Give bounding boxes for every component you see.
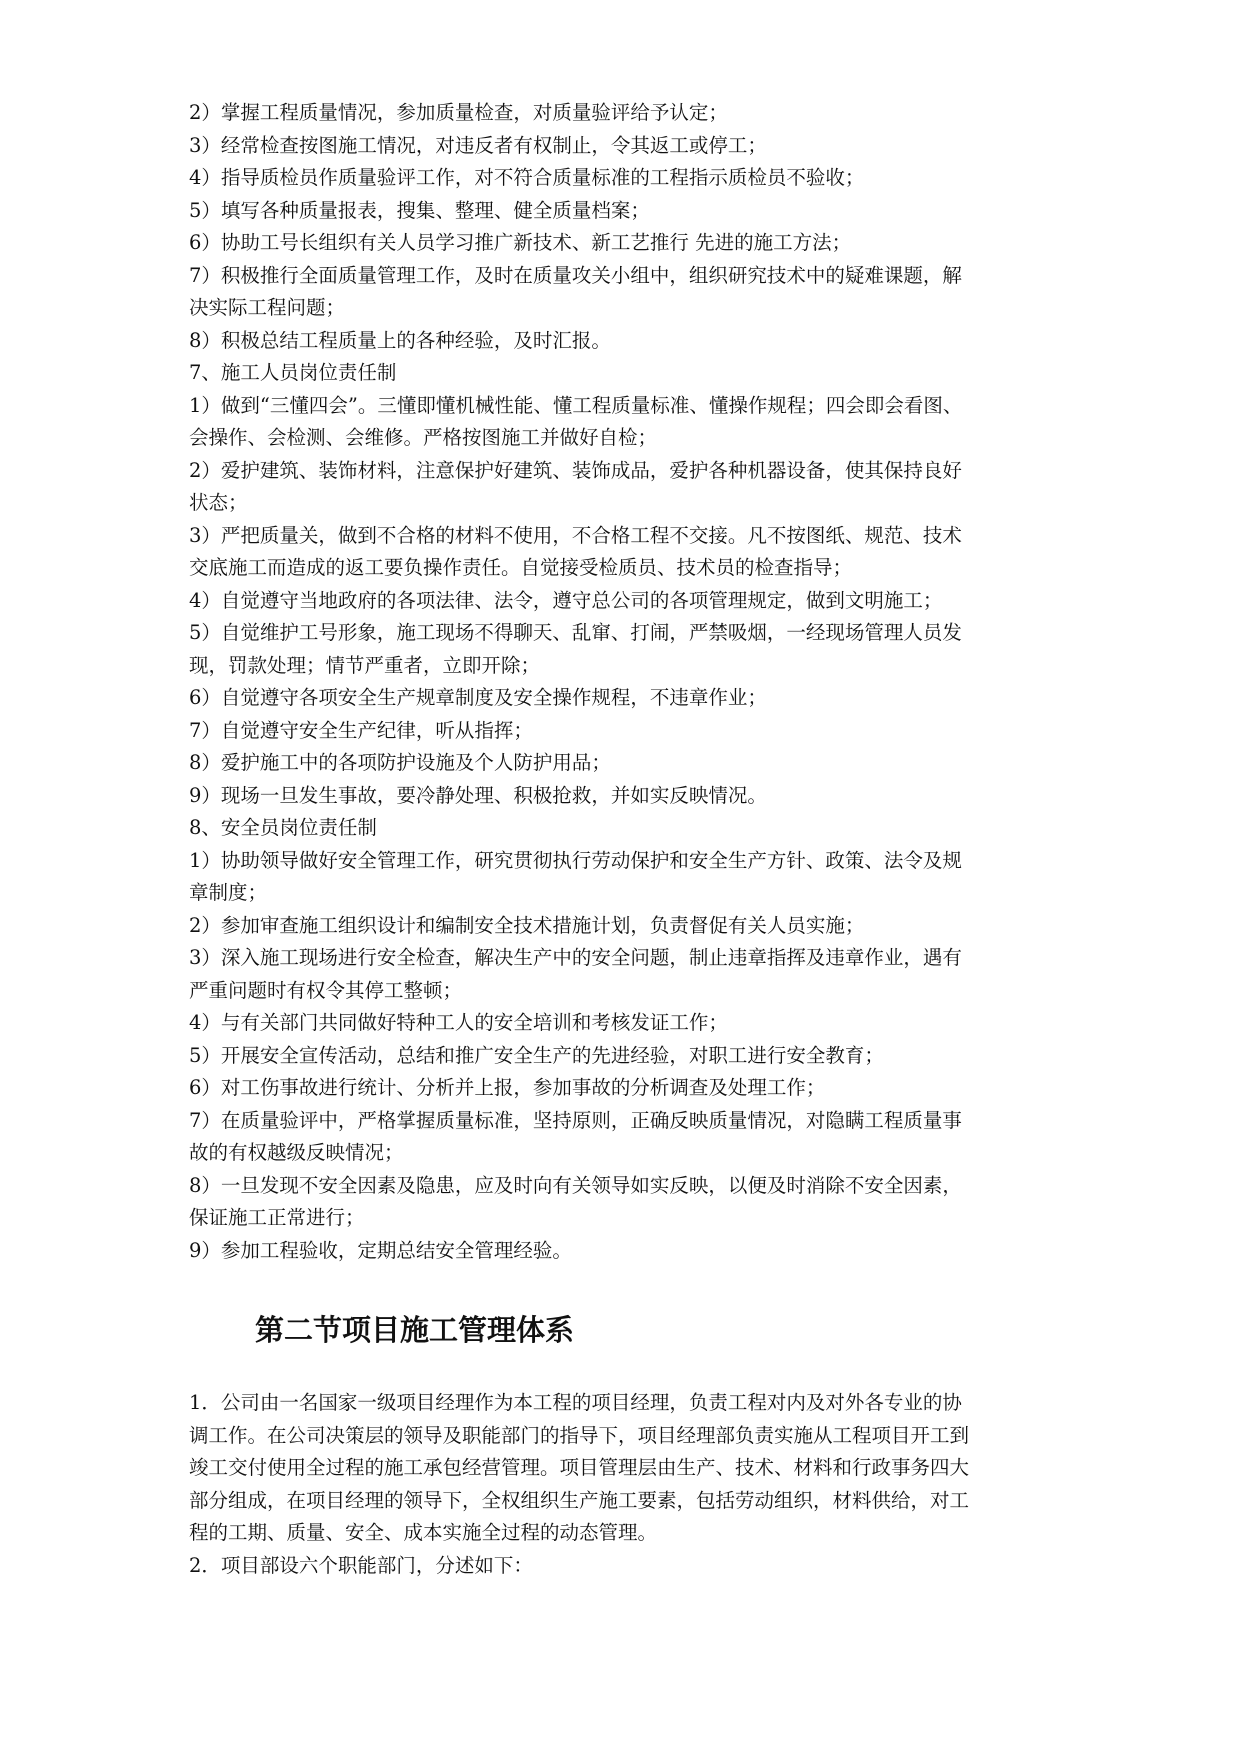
text-line: 严重问题时有权令其停工整顿；: [189, 978, 463, 1002]
text-line: 6）对工伤事故进行统计、分析并上报，参加事故的分析调查及处理工作；: [189, 1076, 826, 1099]
text-line: 9）现场一旦发生事故，要冷静处理、积极抢救，并如实反映情况。: [189, 783, 767, 807]
text-line: 5）开展安全宣传活动，总结和推广安全生产的先进经验，对职工进行安全教育；: [189, 1043, 884, 1067]
text-line: 4）与有关部门共同做好特种工人的安全培训和考核发证工作；: [189, 1011, 728, 1034]
text-line: 故的有权越级反映情况；: [189, 1141, 404, 1164]
text-line: 8、安全员岗位责任制: [189, 816, 377, 839]
text-line: 1．公司由一名国家一级项目经理作为本工程的项目经理，负责工程对内及对外各专业的协: [189, 1391, 962, 1414]
text-line: 4）自觉遵守当地政府的各项法律、法令，遵守总公司的各项管理规定，做到文明施工；: [189, 588, 943, 612]
text-line: 现，罚款处理；情节严重者，立即开除；: [189, 653, 541, 677]
text-line: 程的工期、质量、安全、成本实施全过程的动态管理。: [189, 1521, 658, 1544]
text-line: 决实际工程问题；: [189, 296, 346, 319]
text-line: 8）爱护施工中的各项防护设施及个人防护用品；: [189, 751, 611, 774]
text-line: 3）经常检查按图施工情况，对违反者有权制止，令其返工或停工；: [189, 133, 767, 157]
text-line: 调工作。在公司决策层的领导及职能部门的指导下，项目经理部负责实施从工程项目开工到: [189, 1423, 970, 1447]
text-line: 5）自觉维护工号形象，施工现场不得聊天、乱窜、打闹，严禁吸烟，一经现场管理人员发: [189, 621, 962, 644]
text-line: 6）自觉遵守各项安全生产规章制度及安全操作规程，不违章作业；: [189, 686, 767, 709]
text-line: 7）自觉遵守安全生产纪律，听从指挥；: [189, 718, 533, 742]
text-line: 9）参加工程验收，定期总结安全管理经验。: [189, 1238, 572, 1262]
text-line: 交底施工而造成的返工要负操作责任。自觉接受检质员、技术员的检查指导；: [189, 556, 853, 579]
text-line: 2）参加审查施工组织设计和编制安全技术措施计划，负责督促有关人员实施；: [189, 913, 865, 937]
text-line: 6）协助工号长组织有关人员学习推广新技术、新工艺推行 先进的施工方法；: [189, 231, 852, 254]
text-line: 7）积极推行全面质量管理工作，及时在质量攻关小组中，组织研究技术中的疑难课题，解: [189, 263, 962, 287]
text-line: 章制度；: [189, 881, 268, 904]
text-line: 会操作、会检测、会维修。严格按图施工并做好自检；: [189, 426, 658, 449]
text-line: 8）一旦发现不安全因素及隐患，应及时向有关领导如实反映，以便及时消除不安全因素，: [189, 1173, 962, 1197]
text-line: 3）严把质量关，做到不合格的材料不使用，不合格工程不交接。凡不按图纸、规范、技术: [189, 523, 962, 547]
text-line: 2．项目部设六个职能部门，分述如下：: [189, 1553, 533, 1577]
management-system-text-block: [189, 1387, 1055, 1582]
text-line: 7）在质量验评中，严格掌握质量标准，坚持原则，正确反映质量情况，对隐瞒工程质量事: [189, 1108, 962, 1132]
text-line: 5）填写各种质量报表，搜集、整理、健全质量档案；: [189, 198, 650, 222]
text-line: 部分组成，在项目经理的领导下，全权组织生产施工要素，包括劳动组织，材料供给，对工: [189, 1488, 970, 1512]
text-line: 7、施工人员岗位责任制: [189, 361, 397, 384]
text-line: 状态；: [189, 491, 248, 514]
responsibility-text-block: [189, 97, 1055, 1267]
text-line: 保证施工正常进行；: [189, 1206, 365, 1229]
text-line: 竣工交付使用全过程的施工承包经营管理。项目管理层由生产、技术、材料和行政事务四大: [189, 1456, 970, 1479]
text-line: 8）积极总结工程质量上的各种经验，及时汇报。: [189, 328, 611, 352]
text-line: 1）做到“三懂四会”。三懂即懂机械性能、懂工程质量标准、懂操作规程；四会即会看图、: [189, 393, 963, 417]
section-heading: 第二节项目施工管理体系: [255, 1313, 575, 1347]
text-line: 2）爱护建筑、装饰材料，注意保护好建筑、装饰成品，爱护各种机器设备，使其保持良好: [189, 458, 962, 482]
text-line: 1）协助领导做好安全管理工作，研究贯彻执行劳动保护和安全生产方针、政策、法令及规: [189, 848, 962, 872]
text-line: 2）掌握工程质量情况，参加质量检查，对质量验评给予认定；: [189, 101, 728, 124]
text-line: 4）指导质检员作质量验评工作，对不符合质量标准的工程指示质检员不验收；: [189, 166, 865, 189]
text-line: 3）深入施工现场进行安全检查，解决生产中的安全问题，制止违章指挥及违章作业，遇有: [189, 946, 962, 969]
